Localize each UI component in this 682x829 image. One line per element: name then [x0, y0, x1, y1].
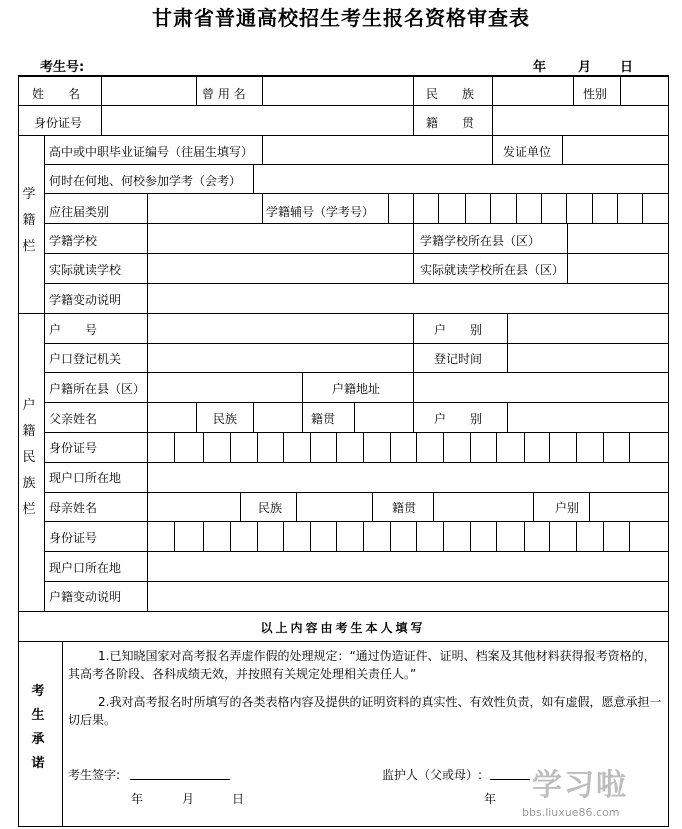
grid-line [507, 343, 508, 372]
grid-line [443, 432, 444, 462]
grid-line [44, 492, 668, 493]
grid-line [567, 223, 568, 253]
label-father-id: 身份证号 [49, 441, 98, 455]
grid-line [18, 826, 668, 827]
exam-number-label: 考生号: [40, 60, 85, 75]
label-father-name: 父亲姓名 [49, 412, 98, 426]
grid-line [629, 432, 630, 462]
grid-line [147, 372, 148, 402]
grid-line [44, 521, 668, 522]
grid-line [18, 641, 668, 642]
label-student-aux-no: 学籍辅号（学考号） [266, 205, 375, 219]
grid-line [363, 432, 364, 462]
grid-line [470, 432, 471, 462]
grid-line [390, 432, 391, 462]
grid-line [62, 641, 63, 826]
grid-line [147, 492, 148, 521]
sign-day: 日 [232, 792, 245, 806]
label-native-place: 籍 贯 [426, 116, 475, 130]
label-gender: 性别 [583, 87, 608, 101]
grid-line [492, 135, 493, 164]
grid-line [388, 193, 389, 223]
label-hu-address: 户籍地址 [332, 382, 381, 396]
header-day: 日 [620, 60, 634, 75]
grid-line [336, 521, 337, 551]
grid-line [433, 492, 434, 521]
grid-line [262, 193, 263, 223]
form-title: 甘肃省普通高校招生考生报名资格审查表 [152, 6, 530, 30]
grid-line [413, 402, 414, 432]
grid-line [592, 193, 593, 223]
grid-line [576, 432, 577, 462]
grid-line [567, 253, 568, 283]
grid-line [413, 253, 414, 283]
grid-line [44, 551, 668, 552]
grid-line [516, 193, 517, 223]
grid-line [296, 492, 297, 521]
grid-line [262, 135, 263, 164]
grid-line [549, 521, 550, 551]
label-father-address: 现户口所在地 [49, 471, 122, 485]
grid-line [18, 75, 668, 77]
grid-line [302, 402, 303, 432]
grid-line [372, 492, 373, 521]
grid-line [203, 521, 204, 551]
grid-line [101, 105, 102, 135]
grid-line [413, 223, 414, 253]
grid-line [507, 402, 508, 432]
grid-line [196, 402, 197, 432]
sign-month: 月 [182, 792, 195, 806]
section-label-huji: 户 籍 民 族 栏 [22, 398, 36, 517]
promise-paragraph-2: 2.我对高考报名时所填写的各类表格内容及提供的证明资料的真实性、有效性负责，如有虚假，愿意承担一切后果。 [68, 695, 662, 727]
guardian-sign-label: 监护人（父或母）: [382, 768, 483, 782]
label-cert-number: 高中或中职毕业证编号（往届生填写） [49, 145, 254, 159]
grid-line [496, 521, 497, 551]
grid-line [354, 402, 355, 432]
grid-line [147, 223, 148, 253]
grid-line [44, 164, 668, 165]
label-ethnicity: 民 族 [426, 87, 475, 101]
grid-line [18, 611, 668, 612]
grid-line [413, 313, 414, 343]
grid-line [524, 432, 525, 462]
grid-line [147, 313, 148, 343]
grid-line [629, 521, 630, 551]
grid-line [562, 135, 563, 164]
self-fill-note: 以上内容由考生本人填写 [260, 621, 426, 635]
grid-line [253, 402, 254, 432]
grid-line [283, 521, 284, 551]
grid-line [363, 521, 364, 551]
label-xueji-change: 学籍变动说明 [49, 293, 122, 307]
label-mother-hu-type: 户别 [555, 501, 580, 515]
label-id-number: 身份证号 [34, 116, 83, 130]
grid-line [310, 432, 311, 462]
grid-line [642, 193, 643, 223]
grid-line [44, 581, 668, 582]
label-hu-office: 户口登记机关 [49, 352, 122, 366]
grid-line [413, 193, 414, 223]
grid-line [147, 253, 148, 283]
grid-line [18, 105, 668, 106]
grid-line [413, 343, 414, 372]
grid-line [603, 521, 604, 551]
grid-line [44, 372, 668, 373]
grid-line [490, 193, 491, 223]
guardian-sign-line[interactable] [490, 778, 530, 780]
grid-line [174, 432, 175, 462]
grid-line [416, 432, 417, 462]
grid-line [524, 521, 525, 551]
grid-line [283, 432, 284, 462]
grid-line [413, 372, 414, 402]
label-father-native: 籍贯 [311, 412, 336, 426]
label-reg-time: 登记时间 [434, 352, 483, 366]
watermark-logo: 学习啦 [532, 768, 628, 803]
guardian-sign-year: 年 [484, 792, 497, 806]
grid-line [257, 521, 258, 551]
promise-paragraph-1: 1.已知晓国家对高考报名弄虚作假的处理规定：“通过伪造证件、证明、档案及其他材料获得报考资格的，其高考各阶段、各科成绩无效，并按照有关规定处理相关责任人。” [68, 649, 656, 681]
grid-line [44, 283, 668, 284]
grid-line [566, 193, 567, 223]
grid-line [44, 193, 668, 194]
grid-line [507, 313, 508, 343]
grid-line [492, 105, 493, 135]
grid-line [549, 432, 550, 462]
grid-line [147, 462, 148, 492]
label-hu-change: 户籍变动说明 [49, 590, 122, 604]
grid-line [336, 432, 337, 462]
label-xueji-school: 学籍学校 [49, 234, 98, 248]
grid-line [390, 521, 391, 551]
grid-line [668, 75, 669, 827]
grid-line [147, 432, 148, 462]
label-actual-county: 实际就读学校所在县（区） [420, 263, 565, 277]
grid-line [147, 521, 148, 551]
grid-line [253, 164, 254, 193]
section-label-promise: 考 生 承 诺 [31, 684, 45, 771]
label-hu-county: 户籍所在县（区） [49, 382, 146, 396]
grid-line [576, 521, 577, 551]
grid-line [470, 521, 471, 551]
student-sign-label: 考生签字: [68, 768, 121, 782]
grid-line [240, 492, 241, 521]
grid-line [438, 193, 439, 223]
label-father-hu-type: 户 别 [434, 412, 483, 426]
grid-line [310, 521, 311, 551]
header-year: 年 [533, 60, 547, 75]
grid-line [44, 253, 668, 254]
label-exam-where: 何时在何地、何校参加学考（会考） [49, 174, 242, 188]
watermark-url: bbs.liuxue86.com [522, 806, 620, 819]
grid-line [589, 492, 590, 521]
label-actual-school: 实际就读学校 [49, 263, 122, 277]
grid-line [262, 76, 263, 105]
grid-line [302, 372, 303, 402]
grid-line [230, 521, 231, 551]
student-sign-line[interactable] [130, 778, 230, 780]
section-label-xueji: 学 籍 栏 [22, 187, 36, 254]
grid-line [147, 283, 148, 313]
grid-line [18, 313, 668, 314]
grid-line [443, 521, 444, 551]
grid-line [44, 223, 668, 224]
label-xueji-county: 学籍学校所在县（区） [420, 234, 541, 248]
grid-line [533, 492, 534, 521]
grid-line [147, 402, 148, 432]
grid-line [18, 75, 19, 827]
grid-line [573, 76, 574, 105]
grid-line [18, 135, 668, 136]
grid-line [416, 521, 417, 551]
grid-line [603, 432, 604, 462]
grid-line [147, 343, 148, 372]
label-mother-ethnicity: 民族 [258, 501, 283, 515]
grid-line [203, 432, 204, 462]
grid-line [44, 432, 668, 433]
label-mother-id: 身份证号 [49, 531, 98, 545]
label-issuer: 发证单位 [503, 145, 552, 159]
grid-line [257, 432, 258, 462]
grid-line [44, 402, 668, 403]
grid-line [465, 193, 466, 223]
label-mother-native: 籍贯 [392, 501, 417, 515]
grid-line [147, 551, 148, 581]
grid-line [44, 462, 668, 463]
grid-line [492, 76, 493, 105]
header-month: 月 [578, 60, 592, 75]
grid-line [413, 105, 414, 135]
grid-line [101, 76, 102, 105]
label-hu-number: 户 号 [49, 323, 98, 337]
label-used-name: 曾 用 名 [202, 87, 246, 101]
label-hu-type: 户 别 [434, 323, 483, 337]
label-grad-type: 应往届类别 [49, 205, 110, 219]
grid-line [147, 193, 148, 223]
grid-line [174, 521, 175, 551]
grid-line [413, 76, 414, 105]
grid-line [147, 581, 148, 611]
sign-year: 年 [131, 792, 144, 806]
grid-line [44, 135, 45, 611]
grid-line [196, 76, 197, 105]
label-father-ethnicity: 民族 [213, 412, 238, 426]
grid-line [541, 193, 542, 223]
label-mother-name: 母亲姓名 [49, 501, 98, 515]
grid-line [44, 343, 668, 344]
grid-line [620, 76, 621, 105]
grid-line [496, 432, 497, 462]
grid-line [617, 193, 618, 223]
grid-line [230, 432, 231, 462]
label-name: 姓 名 [32, 87, 81, 101]
label-mother-address: 现户口所在地 [49, 561, 122, 575]
